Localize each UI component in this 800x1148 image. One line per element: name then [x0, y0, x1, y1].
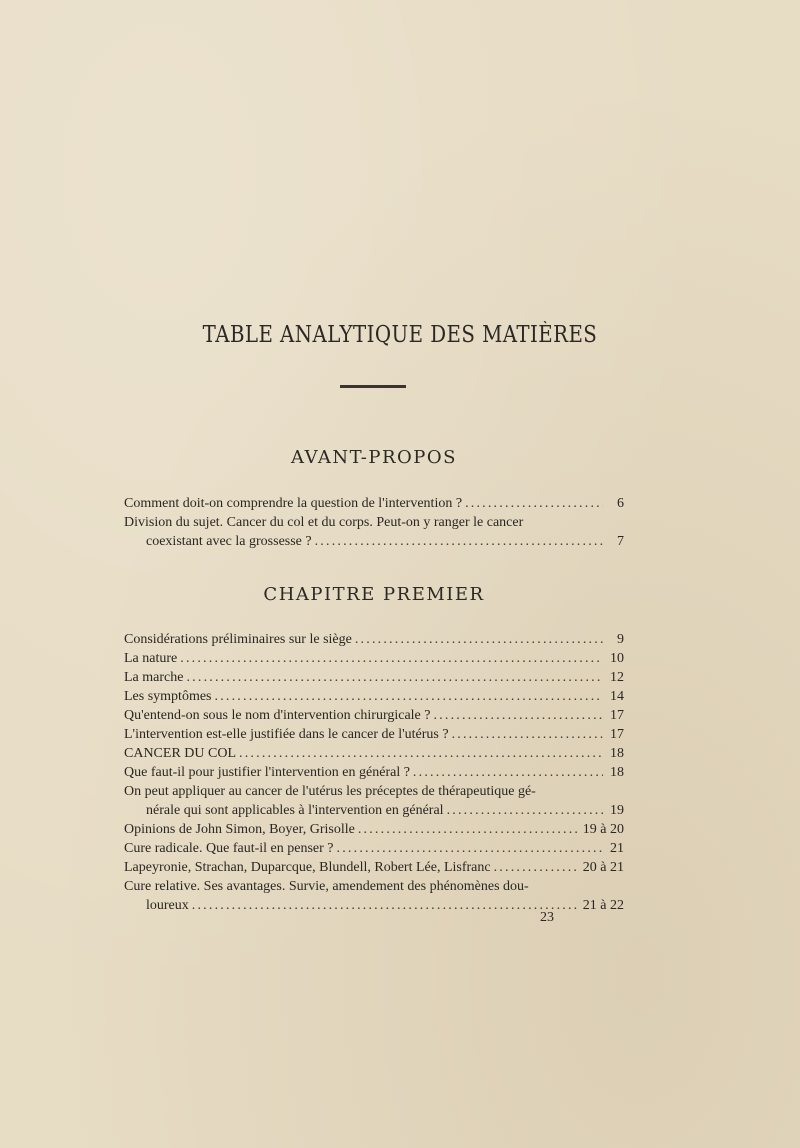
toc-entry: [124, 820, 624, 839]
toc-entry: [124, 706, 624, 725]
leader-dots: [215, 687, 604, 706]
toc-entry-text: L'intervention est-elle justifiée dans le cancer de l'utérus ?: [124, 727, 449, 742]
toc-entry-text: On peut appliquer au cancer de l'utérus les préceptes de thérapeutique gé-: [124, 784, 536, 799]
leader-dots: [192, 896, 580, 915]
toc-entry-text: nérale qui sont applicables à l'intervention en général: [146, 803, 444, 818]
leader-dots: [452, 725, 603, 744]
toc-entry-text: Comment doit-on comprendre la question de l'intervention ?: [124, 496, 463, 511]
toc-entry-text: coexistant avec la grossesse ?: [146, 534, 312, 549]
toc-entry: [124, 839, 624, 858]
toc-page-ref: 19 à 20: [582, 822, 624, 837]
toc-entry: [124, 668, 624, 687]
section-heading-chapitre-premier: CHAPITRE PREMIER: [263, 584, 485, 605]
toc-page-ref: 18: [610, 746, 624, 761]
toc-page-ref: 9: [617, 632, 624, 647]
section-heading-avant-propos: AVANT-PROPOS: [290, 447, 458, 468]
toc-entry: [124, 763, 624, 782]
leader-dots: [355, 630, 603, 649]
toc-entry-text: La nature: [124, 651, 178, 666]
leader-dots: [447, 801, 603, 820]
toc-page-ref: 20 à 21: [582, 860, 624, 875]
toc-entry-text: loureux: [146, 898, 189, 913]
toc-entry-text: Opinions de John Simon, Boyer, Grisolle: [124, 822, 355, 837]
toc-entry: [124, 649, 624, 668]
toc-page-ref: 14: [610, 689, 624, 704]
toc-chapitre-premier: [124, 630, 624, 915]
toc-page-ref: 19: [610, 803, 624, 818]
toc-entry-text: Considérations préliminaires sur le siège: [124, 632, 352, 647]
toc-entry-text: Qu'entend-on sous le nom d'intervention chirurgicale ?: [124, 708, 431, 723]
toc-entry: [124, 687, 624, 706]
page-title: TABLE ANALYTIQUE DES MATIÈRES: [202, 322, 598, 348]
leader-dots: [180, 649, 603, 668]
toc-entry: [124, 513, 624, 551]
leader-dots: [358, 820, 580, 839]
title-rule: [340, 385, 406, 388]
leader-dots: [337, 839, 603, 858]
toc-page-ref: 17: [610, 708, 624, 723]
leader-dots: [433, 706, 603, 725]
toc-page-ref: 18: [610, 765, 624, 780]
leader-dots: [494, 858, 580, 877]
leader-dots: [413, 763, 603, 782]
toc-entry: [124, 744, 624, 763]
leader-dots: [465, 494, 603, 513]
toc-entry-text: CANCER DU COL: [124, 746, 237, 761]
toc-page-ref: 12: [610, 670, 624, 685]
toc-entry-text: Cure relative. Ses avantages. Survie, amendement des phénomènes dou-: [124, 879, 529, 894]
leader-dots: [186, 668, 603, 687]
leader-dots: [239, 744, 603, 763]
toc-entry: [124, 630, 624, 649]
toc-entry: [124, 725, 624, 744]
toc-entry-text: Division du sujet. Cancer du col et du corps. Peut-on y ranger le cancer: [124, 515, 524, 530]
toc-entry-text: Les symptômes: [124, 689, 212, 704]
page-number: 23: [540, 910, 554, 925]
toc-entry-text: Lapeyronie, Strachan, Duparcque, Blundell, Robert Lée, Lisfranc: [124, 860, 491, 875]
toc-page-ref: 6: [617, 496, 624, 511]
toc-entry: [124, 782, 624, 820]
toc-page-ref: 21 à 22: [582, 898, 624, 913]
toc-entry-text: Cure radicale. Que faut-il en penser ?: [124, 841, 334, 856]
toc-entry-text: Que faut-il pour justifier l'intervention en général ?: [124, 765, 410, 780]
leader-dots: [315, 532, 603, 551]
toc-page-ref: 10: [610, 651, 624, 666]
toc-avant-propos: [124, 494, 624, 551]
toc-page-ref: 17: [610, 727, 624, 742]
toc-entry-text: La marche: [124, 670, 184, 685]
toc-entry: [124, 858, 624, 877]
toc-page-ref: 7: [617, 534, 624, 549]
toc-entry: [124, 494, 624, 513]
toc-page-ref: 21: [610, 841, 624, 856]
